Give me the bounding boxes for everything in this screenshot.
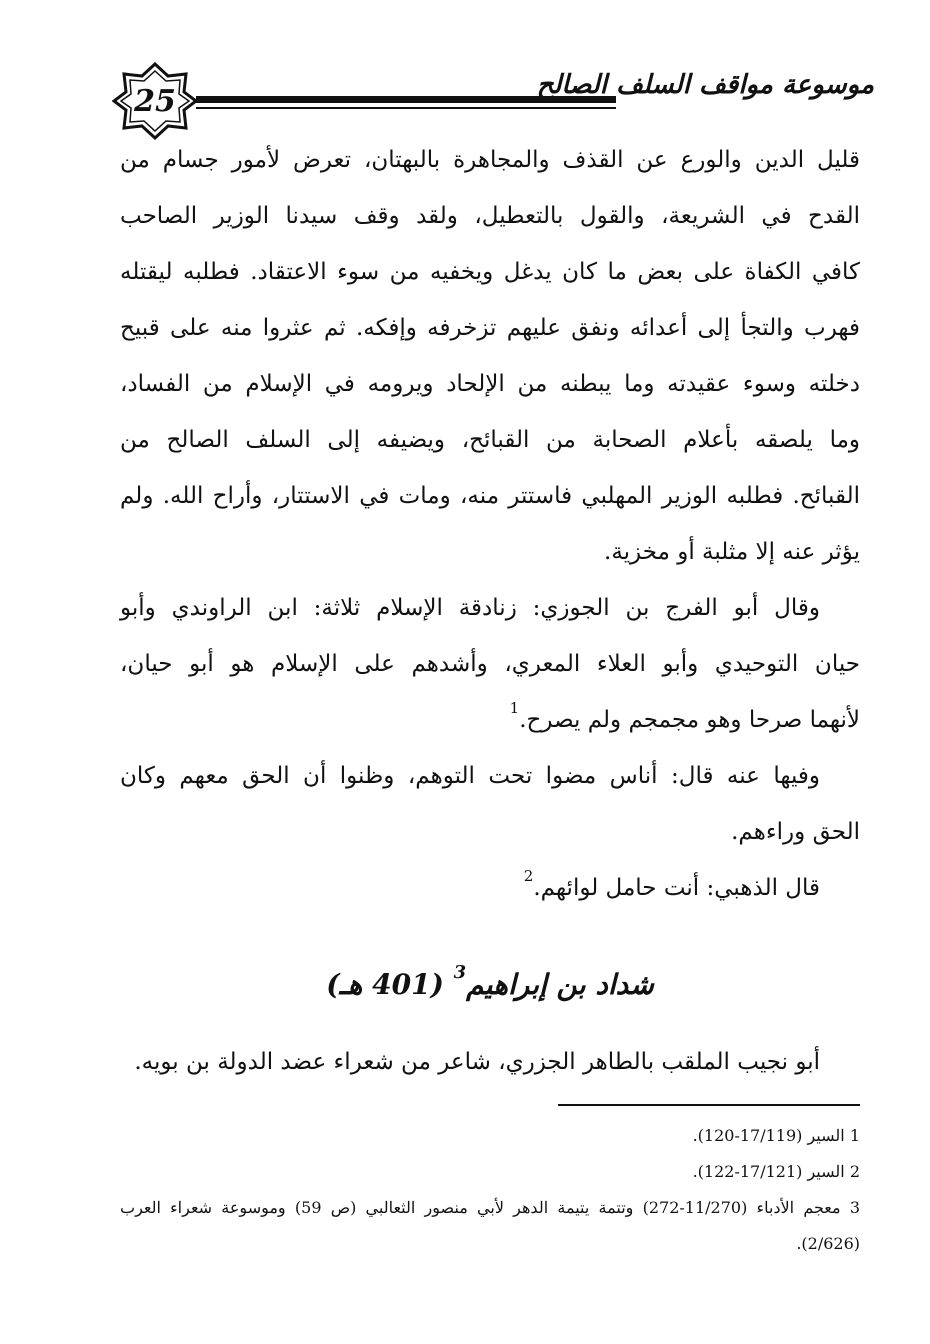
text-line: قليل الدين والورع عن القذف والمجاهرة بالبهتان، تعرض لأمور جسام من <box>120 147 860 173</box>
biography <box>120 1034 860 1090</box>
footnote: 2 السير (17/121-122). <box>692 1162 860 1181</box>
page-header <box>112 62 874 140</box>
heading-name: شداد بن إبراهيم <box>466 968 654 1001</box>
text-line: كافي الكفاة على بعض ما كان يدغل ويخفيه من سوء الاعتقاد. فطلبه ليقتله <box>120 259 860 285</box>
text-line: وفيها عنه قال: أناس مضوا تحت التوهم، وظنوا أن الحق معهم وكان <box>120 763 820 789</box>
footnote-ref: 1 <box>509 699 520 717</box>
text-line <box>120 860 860 916</box>
text-line: الحق وراءهم. <box>731 819 860 845</box>
text-line: وما يلصقه بأعلام الصحابة من القبائح، ويضيفه إلى السلف الصالح من <box>120 427 860 453</box>
page-number: 25 <box>134 83 176 119</box>
text-line: وقال أبو الفرج بن الجوزي: زنادقة الإسلام ثلاثة: ابن الراوندي وأبو <box>120 595 820 621</box>
paragraph-2 <box>120 580 860 748</box>
text-line <box>120 692 860 748</box>
footnote: 3 معجم الأدباء (11/270-272) وتتمة يتيمة الدهر لأبي منصور الثعالبي (ص 59) وموسوعة شعراء العرب <box>120 1198 861 1217</box>
paragraph-3 <box>120 748 860 860</box>
footnote-ref: 2 <box>523 867 534 885</box>
text-line: حيان التوحيدي وأبو العلاء المعري، وأشدهم على الإسلام هو أبو حيان، <box>120 651 860 677</box>
text-span: لأنهما صرحا وهو مجمجم ولم يصرح. <box>519 707 860 733</box>
footnote-ref: 3 <box>453 962 467 983</box>
footnote: 1 السير (17/119-120). <box>692 1126 860 1145</box>
text-line: يؤثر عنه إلا مثلبة أو مخزية. <box>604 539 860 565</box>
series-title: موسوعة مواقف السلف الصالح <box>536 70 874 100</box>
text-line: دخلته وسوء عقيدته وما يبطنه من الإلحاد ويرومه في الإسلام من الفساد، <box>120 371 860 397</box>
text-line: أبو نجيب الملقب بالطاهر الجزري، شاعر من شعراء عضد الدولة بن بويه. <box>134 1049 820 1075</box>
paragraph-1 <box>120 132 860 580</box>
paragraph-4 <box>120 860 860 916</box>
footnotes <box>120 1118 860 1262</box>
footnote-separator <box>558 1104 860 1106</box>
text-line: فهرب والتجأ إلى أعدائه ونفق عليهم تزخرفه وإفكه. ثم عثروا منه على قبيح <box>120 315 860 341</box>
text-line: القدح في الشريعة، والقول بالتعطيل، ولقد وقف سيدنا الوزير الصاحب <box>120 203 860 229</box>
page-number-badge <box>112 62 198 140</box>
heading-date: (401 هـ) <box>326 968 444 1001</box>
text-line: القبائح. فطلبه الوزير المهلبي فاستتر منه، ومات في الاستتار، وأراح الله. ولم <box>120 483 860 509</box>
footnote: (2/626). <box>796 1234 860 1253</box>
section-heading <box>120 962 860 1001</box>
text-span: قال الذهبي: أنت حامل لوائهم. <box>533 875 820 901</box>
header-rule-thin <box>196 107 616 109</box>
